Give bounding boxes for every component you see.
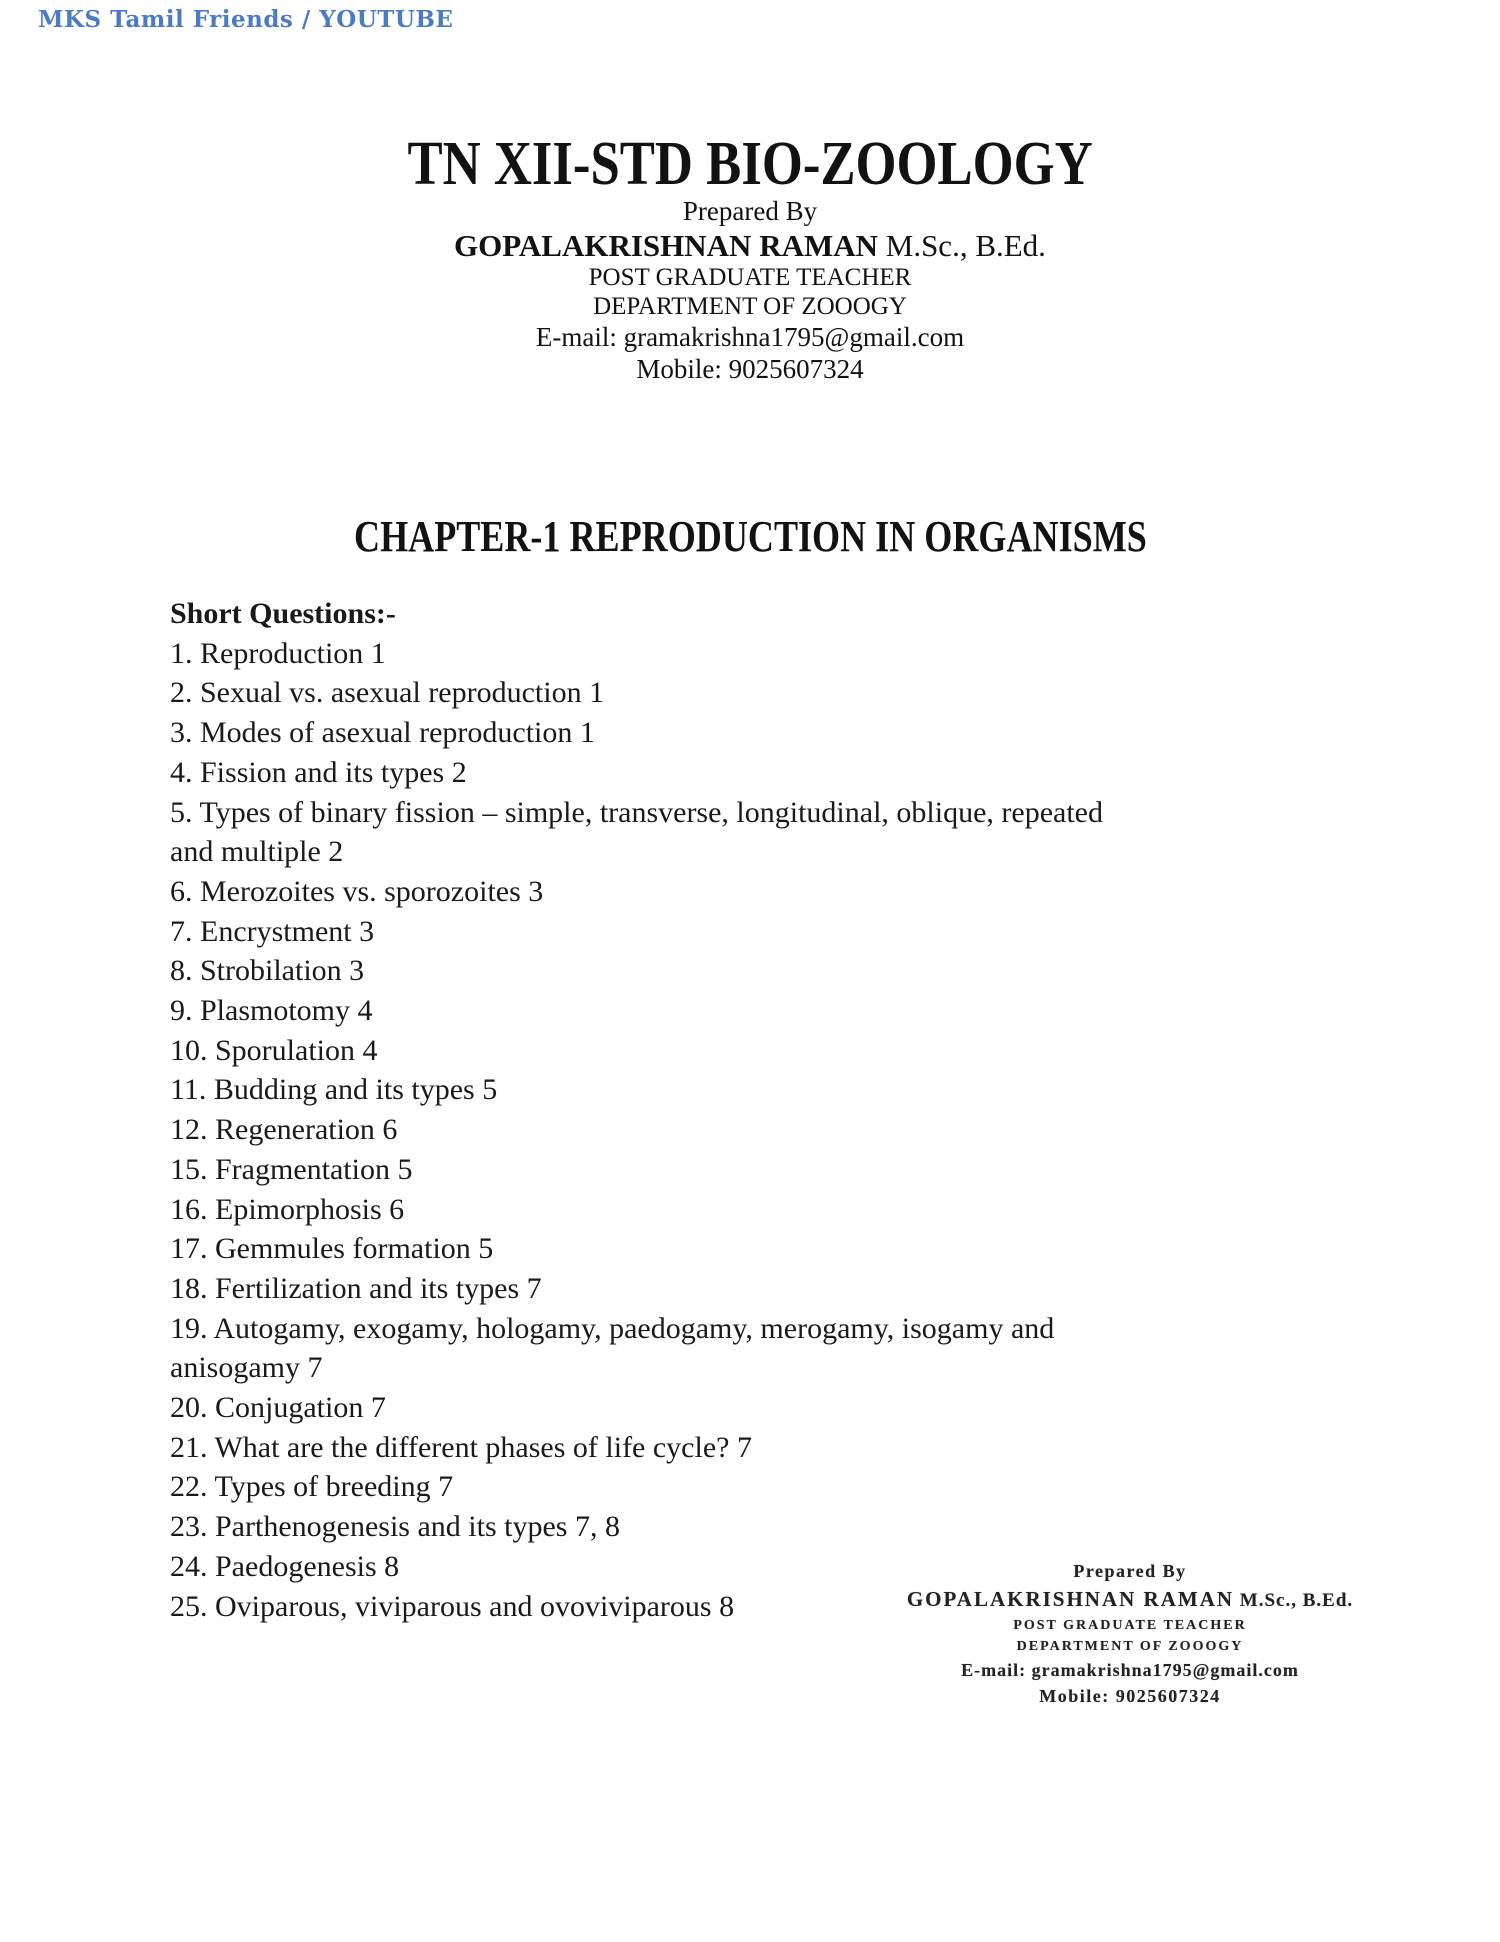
author-stamp <box>900 1558 1360 1709</box>
question-line: 9. Plasmotomy 4 <box>170 994 373 1028</box>
stamp-department: DEPARTMENT OF ZOOOGY <box>1016 1639 1244 1654</box>
question-line: 5. Types of binary fission – simple, transverse, longitudinal, oblique, repeated <box>170 795 1103 829</box>
stamp-author-line <box>900 1585 1360 1615</box>
author-name: GOPALAKRISHNAN RAMAN <box>454 228 878 263</box>
question-line: 24. Paedogenesis 8 <box>170 1549 400 1583</box>
chapter-heading-text: CHAPTER-1 REPRODUCTION IN ORGANISMS <box>353 512 1147 561</box>
author-designation: POST GRADUATE TEACHER <box>588 264 912 291</box>
author-department: DEPARTMENT OF ZOOOGY <box>593 293 907 320</box>
author-mobile: Mobile: 9025607324 <box>636 354 864 384</box>
channel-watermark: MKS Tamil Friends / YOUTUBE <box>38 6 454 33</box>
author-degrees: M.Sc., B.Ed. <box>878 228 1046 263</box>
question-line: and multiple 2 <box>170 835 344 869</box>
question-line: 17. Gemmules formation 5 <box>170 1232 494 1266</box>
short-questions-heading: Short Questions:- <box>170 597 396 630</box>
author-line <box>0 228 1500 263</box>
question-line: 19. Autogamy, exogamy, hologamy, paedogamy, merogamy, isogamy and <box>170 1311 1055 1345</box>
question-line: 25. Oviparous, viviparous and ovoviviparous 8 <box>170 1589 735 1623</box>
short-questions-list <box>170 634 1380 1627</box>
stamp-author-degrees: M.Sc., B.Ed. <box>1234 1590 1354 1611</box>
question-line: 7. Encrystment 3 <box>170 914 375 948</box>
prepared-by-label: Prepared By <box>682 196 818 226</box>
stamp-email: E-mail: gramakrishna1795@gmail.com <box>961 1660 1299 1680</box>
question-line: 22. Types of breeding 7 <box>170 1470 454 1504</box>
question-line: 21. What are the different phases of life cycle? 7 <box>170 1430 752 1464</box>
chapter-heading <box>0 514 1500 560</box>
question-line: 18. Fertilization and its types 7 <box>170 1271 542 1305</box>
question-line: anisogamy 7 <box>170 1351 323 1385</box>
stamp-author-name: GOPALAKRISHNAN RAMAN <box>906 1587 1235 1611</box>
question-line: 8. Strobilation 3 <box>170 954 365 988</box>
stamp-prepared-by: Prepared By <box>1073 1561 1187 1581</box>
question-line: 23. Parthenogenesis and its types 7, 8 <box>170 1510 620 1544</box>
question-line: 6. Merozoites vs. sporozoites 3 <box>170 874 544 908</box>
short-questions-section <box>170 594 1380 1626</box>
question-line: 15. Fragmentation 5 <box>170 1152 413 1186</box>
stamp-mobile: Mobile: 9025607324 <box>1039 1686 1221 1706</box>
question-line: 10. Sporulation 4 <box>170 1033 378 1067</box>
document-header <box>0 130 1500 385</box>
question-line: 2. Sexual vs. asexual reproduction 1 <box>170 676 605 710</box>
stamp-designation: POST GRADUATE TEACHER <box>1013 1618 1247 1633</box>
question-line: 1. Reproduction 1 <box>170 636 386 670</box>
author-email: E-mail: gramakrishna1795@gmail.com <box>535 322 965 352</box>
question-line: 20. Conjugation 7 <box>170 1391 386 1425</box>
question-line: 12. Regeneration 6 <box>170 1113 398 1147</box>
page-title <box>0 130 1500 198</box>
question-line: 16. Epimorphosis 6 <box>170 1192 405 1226</box>
question-line: 11. Budding and its types 5 <box>170 1073 498 1107</box>
page-title-text: TN XII-STD BIO-ZOOLOGY <box>407 130 1093 198</box>
question-line: 3. Modes of asexual reproduction 1 <box>170 716 595 750</box>
question-line: 4. Fission and its types 2 <box>170 755 467 789</box>
